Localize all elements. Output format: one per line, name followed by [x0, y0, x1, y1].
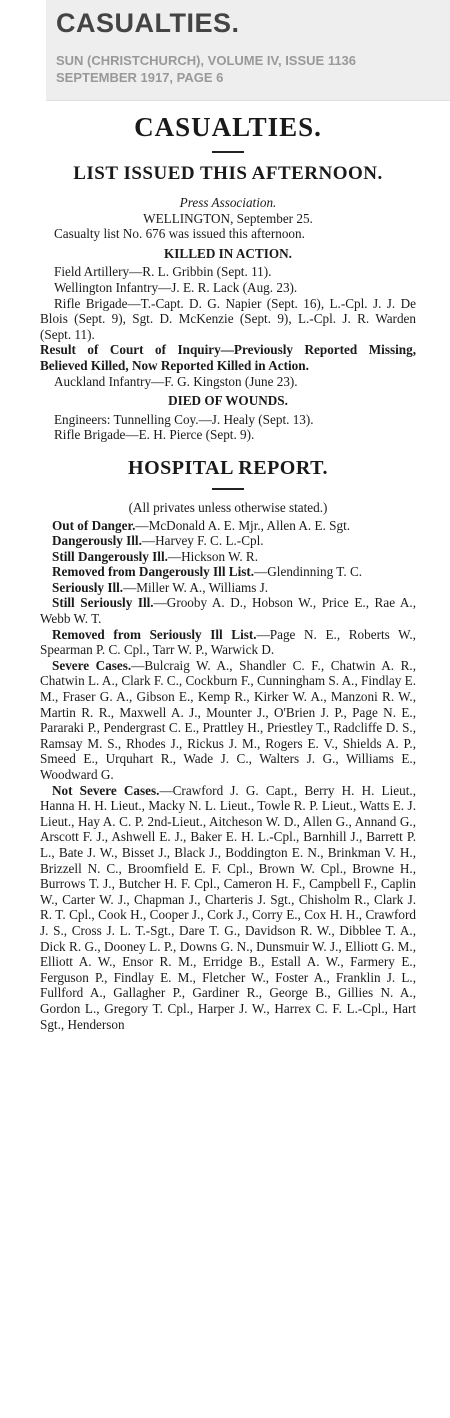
- hospital-heading: HOSPITAL REPORT.: [128, 456, 328, 479]
- died-heading: DIED OF WOUNDS.: [168, 393, 288, 409]
- killed-entry: Rifle Brigade—T.-Capt. D. G. Napier (Sept. 16), L.-Cpl. J. J. De Blois (Sept. 9), Sgt. D. McKenzie (Sept. 9), L.-Cpl. J. R. Warden (Sept. 11).: [40, 295, 416, 342]
- auckland-entry: Auckland Infantry—F. G. Kingston (June 23).: [54, 373, 298, 389]
- entry-lead: Not Severe Cases.: [52, 782, 160, 798]
- entry-text: —Crawford J. G. Capt., Berry H. H. Lieut., Hanna H. H. Lieut., Macky N. L. Lieut., Towle R. P. Lieut., Watts E. J. Lieut., Hay A. C. P. 2nd-Lieut., Aitcheson W. D., Allen G., Annand G., Arscott F. J., Ashwell E. J., Baker E. H. L.-Cpl., Barnhill J., Barrett P. L., Bate J. W., Bisset J., Black J., Boddington E. N., Brinkman V. H., Brizzell N. C., Broomfield E. F. Cpl., Brown W. Cpl., Browne H., Burrows T. J., Butcher H. F. Cpl., Cameron H. F., Campbell F., Caplin W., Carter W. J., Chapman J., Charteris J. Sgt., Chisholm R., Clark J. R. T. Cpl., Cook H., Cooper J., Cork J., Corry E., Cox H. H., Crawford J. S., Cross J. L. T.-Sgt., Dare T. G., Davidson R. W., Dibblee T. A., Dick R. G., Dooney L. P., Downs G. N., Dunsmuir W. J., Elliott G. M., Elliott A. W., Ensor R. M., Erridge B., Estall A. W., Farmery E., Ferguson P., Findlay E. M., Fletcher W., Foster A., Franklin J. L., Fullford A., Gallagher P., Gardiner R., George B., Gillies N. A., Gordon L., Gregory T. Cpl., Harper J. W., Harrex C. F. L.-Cpl., Hart Sgt., Henderson: [40, 782, 416, 1032]
- hospital-rule: [212, 488, 244, 490]
- entry-text: —Bulcraig W. A., Shandler C. F., Chatwin A. R., Chatwin L. A., Clark F. C., Cockburn F., Cunningham S. A., Findlay E. M., Fraser G. A., Gibson E., Kemp R., Kirker W. A., Manzoni R. W., Martin R. R., Maxwell A. J., Mounter J., O'Brien J. P., Page N. E., Pararaki P., Pendergrast C. E., Prattley H., Priestley T., Radcliffe D. S., Ramsay M. S., Rhodes J., Rickus J. M., Rogers E. V., Shields A. P., Smeed E., Urquhart R., Wade J. C., Walters J. G., Williams E., Woodward G.: [40, 657, 416, 782]
- entry-text: —Grooby A. D., Hobson W., Price E., Rae A., Webb W. T.: [40, 595, 416, 627]
- hospital-entry: [40, 783, 416, 1033]
- article-body: [40, 195, 416, 443]
- entry-lead: Still Dangerously Ill.: [52, 548, 168, 564]
- entry-lead: Removed from Dangerously Ill List.: [52, 564, 255, 580]
- byline: Press Association.: [179, 195, 277, 210]
- header-source: [56, 52, 450, 86]
- article-header: [46, 0, 450, 101]
- article-headline: CASUALTIES.: [134, 112, 322, 142]
- killed-entry: Wellington Infantry—J. E. R. Lack (Aug. 23).: [54, 279, 298, 295]
- hospital-entry: [40, 627, 416, 658]
- hospital-entry: [40, 658, 416, 783]
- entry-lead: Seriously Ill.: [52, 579, 124, 595]
- entry-lead: Out of Danger.: [52, 517, 136, 533]
- inquiry-heading: Result of Court of Inquiry—Previously Reported Missing, Believed Killed, Now Reported Killed in Action.: [40, 342, 416, 373]
- hospital-entry: [40, 564, 416, 580]
- hospital-entry: [40, 549, 416, 565]
- headline-rule: [212, 151, 244, 153]
- header-source-line1: SUN (CHRISTCHURCH), VOLUME IV, ISSUE 1136: [56, 53, 357, 68]
- hospital-entry: [40, 580, 416, 596]
- hospital-body: [40, 500, 416, 1032]
- entry-lead: Still Seriously Ill.: [52, 595, 154, 611]
- header-title: CASUALTIES.: [56, 8, 240, 38]
- dateline: WELLINGTON, September 25.: [143, 210, 313, 226]
- entry-text: —Miller W. A., Williams J.: [123, 579, 269, 595]
- hospital-entry: [40, 518, 416, 534]
- entry-text: —McDonald A. E. Mjr., Allen A. E. Sgt.: [135, 517, 351, 533]
- intro-paragraph: Casualty list No. 676 was issued this afternoon.: [54, 226, 305, 242]
- died-entry: Engineers: Tunnelling Coy.—J. Healy (Sept. 13).: [54, 411, 314, 427]
- hospital-note: (All privates unless otherwise stated.): [128, 499, 328, 515]
- header-source-line2: SEPTEMBER 1917, PAGE 6: [56, 70, 224, 85]
- article-subheadline: LIST ISSUED THIS AFTERNOON.: [73, 163, 383, 184]
- entry-text: —Page N. E., Roberts W., Spearman P. C. Cpl., Tarr W. P., Warwick D.: [40, 626, 416, 658]
- entry-lead: Dangerously Ill.: [52, 533, 142, 549]
- killed-heading: KILLED IN ACTION.: [164, 245, 292, 261]
- killed-entry: Field Artillery—R. L. Gribbin (Sept. 11).: [54, 264, 272, 280]
- entry-lead: Severe Cases.: [52, 657, 132, 673]
- entry-text: —Glendinning T. C.: [254, 564, 363, 580]
- newspaper-clipping: [40, 104, 416, 1032]
- hospital-entry: [40, 533, 416, 549]
- hospital-entry: [40, 595, 416, 626]
- died-entry: Rifle Brigade—E. H. Pierce (Sept. 9).: [54, 427, 255, 443]
- entry-text: —Harvey F. C. L.-Cpl.: [141, 533, 264, 549]
- entry-text: —Hickson W. R.: [167, 548, 259, 564]
- entry-lead: Removed from Seriously Ill List.: [52, 626, 257, 642]
